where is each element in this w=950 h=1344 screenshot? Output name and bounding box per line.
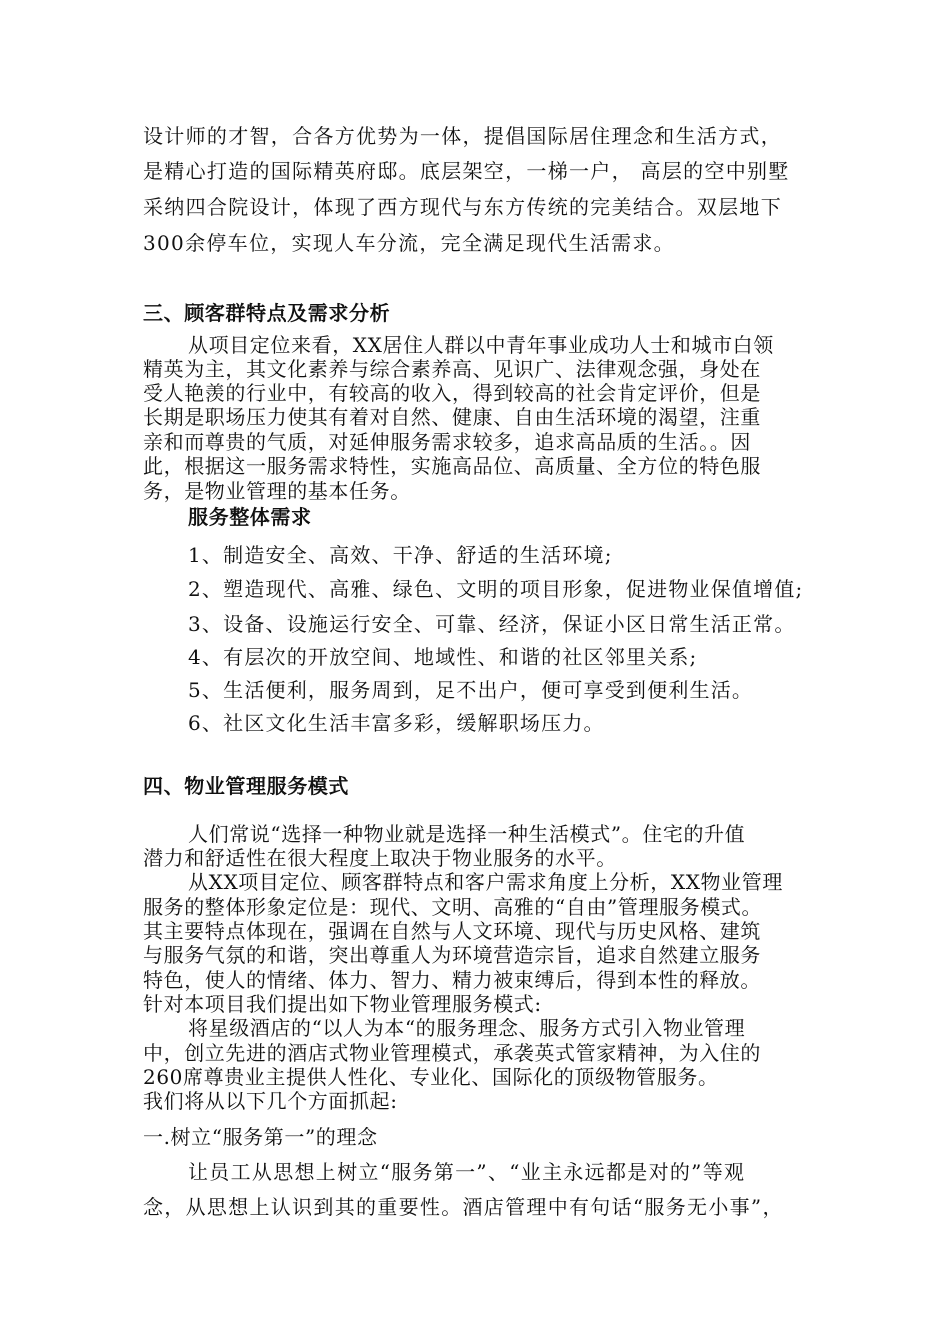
- list-item: 6、社区文化生活丰富多彩，缓解职场压力。: [188, 711, 605, 735]
- section-4-para4-line-1: 让员工从思想上树立“服务第一”、“业主永远都是对的”等观: [188, 1160, 746, 1184]
- section-3-para-line-4: 长期是职场压力使其有着对自然、健康、自由生活环境的渴望，注重: [143, 405, 761, 429]
- section-3-para-line-1: 从项目定位来看，XX居住人群以中青年事业成功人士和城市白领: [188, 333, 774, 357]
- intro-line-3: 采纳四合院设计，体现了西方现代与东方传统的完美结合。双层地下: [143, 195, 782, 219]
- section-4-para2-line-5: 特色，使人的情绪、体力、智力、精力被束缚后，得到本性的释放。: [143, 968, 761, 992]
- section-4-para1-line-2: 潜力和舒适性在很大程度上取决于物业服务的水平。: [143, 846, 617, 870]
- list-item: 5、生活便利，服务周到，足不出户，便可享受到便利生活。: [188, 678, 754, 702]
- section-4-heading: 四、物业管理服务模式: [143, 774, 349, 798]
- section-4-para2-line-2: 服务的整体形象定位是：现代、文明、高雅的“自由”管理服务模式。: [143, 895, 763, 919]
- section-4-para4-line-2: 念，从思想上认识到其的重要性。酒店管理中有句话“服务无小事”，: [143, 1195, 784, 1219]
- section-4-para2-line-4: 与服务气氛的和谐，突出尊重人为环境营造宗旨，追求自然建立服务: [143, 943, 761, 967]
- intro-line-1: 设计师的才智，合各方优势为一体，提倡国际居住理念和生活方式，: [143, 124, 782, 148]
- section-4-para3-line-4: 我们将从以下几个方面抓起:: [143, 1089, 398, 1113]
- list-item: 3、设备、设施运行安全、可靠、经济，保证小区日常生活正常。: [188, 612, 796, 636]
- intro-line-4: 300余停车位，实现人车分流，完全满足现代生活需求。: [143, 231, 675, 255]
- list-item: 4、有层次的开放空间、地域性、和谐的社区邻里关系;: [188, 645, 698, 669]
- list-item: 1、制造安全、高效、干净、舒适的生活环境;: [188, 543, 613, 567]
- section-4-subheading-1: 一.树立“服务第一”的理念: [143, 1125, 378, 1149]
- section-3-subheading: 服务整体需求: [188, 505, 312, 529]
- section-4-para3-line-1: 将星级酒店的“以人为本“的服务理念、服务方式引入物业管理: [188, 1016, 746, 1040]
- section-4-para2-line-1: 从XX项目定位、顾客群特点和客户需求角度上分析，XX物业管理: [188, 870, 783, 894]
- section-4-para2-line-6: 针对本项目我们提出如下物业管理服务模式:: [143, 992, 542, 1016]
- section-3-para-line-5: 亲和而尊贵的气质，对延伸服务需求较多，追求高品质的生活。。因: [143, 430, 751, 454]
- section-4-para3-line-2: 中，创立先进的酒店式物业管理模式，承袭英式管家精神，为入住的: [143, 1041, 761, 1065]
- section-4-para3-line-3: 260席尊贵业主提供人性化、专业化、国际化的顶级物管服务。: [143, 1065, 719, 1089]
- section-3-para-line-3: 受人艳羡的行业中，有较高的收入，得到较高的社会肯定评价，但是: [143, 381, 761, 405]
- section-3-para-line-7: 务，是物业管理的基本任务。: [143, 479, 411, 503]
- section-3-para-line-2: 精英为主，其文化素养与综合素养高、见识广、法律观念强，身处在: [143, 357, 761, 381]
- section-4-para1-line-1: 人们常说“选择一种物业就是选择一种生活模式”。住宅的升值: [188, 822, 746, 846]
- section-3-para-line-6: 此，根据这一服务需求特性，实施高品位、高质量、全方位的特色服: [143, 454, 761, 478]
- intro-line-2: 是精心打造的国际精英府邸。底层架空，一梯一户， 高层的空中别墅: [143, 159, 790, 183]
- section-4-para2-line-3: 其主要特点体现在，强调在自然与人文环境、现代与历史风格、建筑: [143, 919, 761, 943]
- list-item: 2、塑造现代、高雅、绿色、文明的项目形象，促进物业保值增值;: [188, 577, 804, 601]
- section-3-heading: 三、顾客群特点及需求分析: [143, 301, 391, 325]
